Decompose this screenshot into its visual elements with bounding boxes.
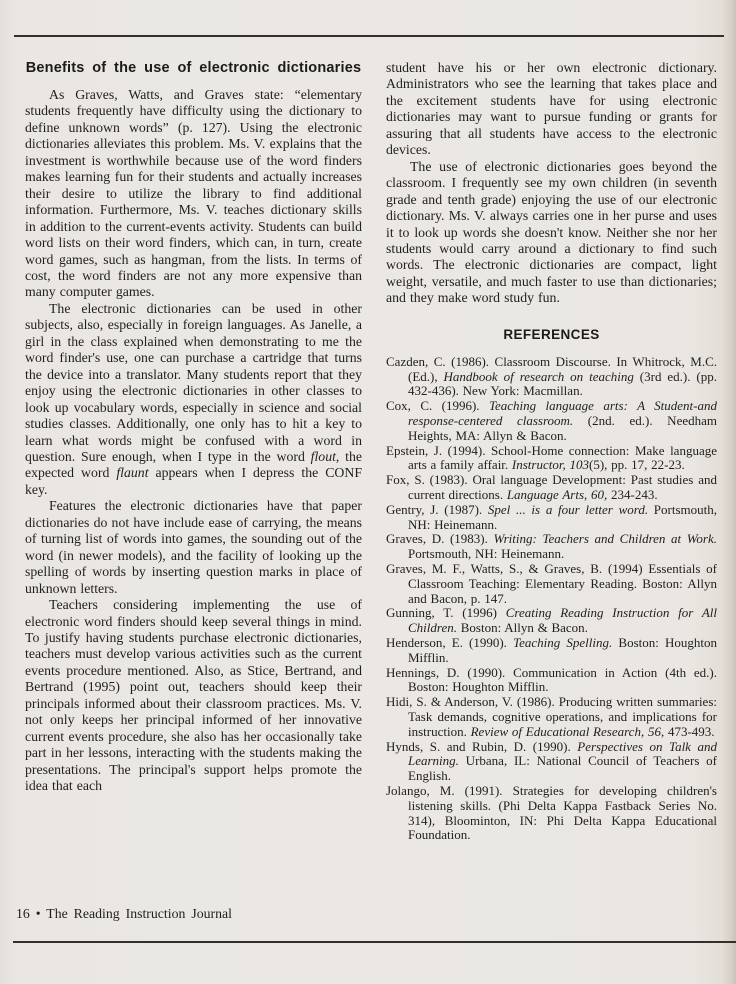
reference-entry: Fox, S. (1983). Oral language Development: Past studies and current directions. Language Arts, 60, 234-243. [386, 472, 717, 502]
references-heading: REFERENCES [503, 326, 600, 342]
reference-entry: Cox, C. (1996). Teaching language arts: A Student-and response-centered classroom. (2nd. ed.). Needham Heights, MA: Allyn & Bacon. [386, 398, 717, 443]
page-footer: 16 • The Reading Instruction Journal [16, 906, 232, 921]
left-column [25, 60, 362, 843]
body-paragraph: student have his or her own electronic dictionary. Administrators who see the learning that takes place and the excitement students have for using electronic dictionaries may want to pursue funding or grants for assuring that all students have access to the electronic devices. [386, 60, 717, 158]
reference-entry: Gunning, T. (1996) Creating Reading Instruction for All Children. Boston: Allyn & Bacon. [386, 605, 717, 636]
reference-entry: Jolango, M. (1991). Strategies for developing children's listening skills. (Phi Delta Kappa Fastback Series No. 314), Bloominton, IN: Phi Delta Kappa Educational Foundation. [386, 782, 717, 843]
reference-entry: Hidi, S. & Anderson, V. (1986). Producing written summaries: Task demands, cognitive operations, and implications for instruction. Review of Educational Research, 56, 473-493. [386, 694, 717, 739]
body-paragraph: The electronic dictionaries can be used in other subjects, also, especially in foreign languages. As Janelle, a girl in the class explained when demonstrating to me the word finder's use, one can purchase a cartridge that turns the device into a translator. Many students report that they enjoy using the electronic dictionaries in other classes to look up vocabulary words, especially in science and social studies classes. Additionally, one only has to hit a key to learn what words might be confused with a word in question. Sure enough, when I type in the word flout, the expected word flaunt appears when I depress the CONF key. [25, 300, 362, 497]
body-paragraph: Teachers considering implementing the use of electronic word finders should keep several things in mind. To justify having students purchase electronic dictionaries, teachers must develop various activities such as the current events procedure mentioned. Also, as Stice, Bertrand, and Bertrand (1995) point out, teachers should keep their principals informed about their classroom practices. Ms. V. not only keeps her principal informed of her innovative current events procedure, she also has her occasionally take part in her lessons, interacting with the students making the presentations. The principal's support helps promote the idea that each [25, 597, 362, 794]
body-paragraph: The use of electronic dictionaries goes beyond the classroom. I frequently see my own children (in seventh grade and tenth grade) enjoying the use of our electronic dictionary. Ms. V. always carries one in her purse and uses it to look up words she doesn't know. Neither she nor her students would carry around a dictionary to find such words. The electronic dictionaries are compact, light weight, versatile, and much faster to use than dictionaries; and they make word study fun. [386, 158, 717, 306]
top-rule [14, 35, 724, 37]
reference-entry: Epstein, J. (1994). School-Home connection: Make language arts a family affair. Instructor, 103(5), pp. 17, 22-23. [386, 442, 717, 473]
bottom-rule [13, 941, 736, 943]
reference-entry: Henderson, E. (1990). Teaching Spelling. Boston: Houghton Mifflin. [386, 634, 717, 665]
reference-entry: Hennings, D. (1990). Communication in Action (4th ed.). Boston: Houghton Mifflin. [386, 664, 717, 695]
reference-entry: Gentry, J. (1987). Spel ... is a four letter word. Portsmouth, NH: Heinemann. [386, 501, 717, 532]
section-heading: Benefits of the use of electronic dictionaries [25, 60, 362, 76]
body-paragraph: Features the electronic dictionaries have that paper dictionaries do not have include ease of carrying, the means of turning list of words into games, the sounding out of the word (in newer models), and the facility of looking up the spelling of words by inserting question marks in place of unknown letters. [25, 498, 362, 596]
reference-entry: Graves, M. F., Watts, S., & Graves, B. (1994) Essentials of Classroom Teaching: Elementary Reading. Boston: Allyn and Bacon, p. 147. [386, 560, 717, 606]
right-column-body [386, 60, 717, 307]
body-paragraph: As Graves, Watts, and Graves state: “elementary students frequently have difficulty using the dictionary to define unknown words” (p. 127). Using the electronic dictionaries alleviates this problem. Ms. V. explains that the investment is worthwhile because use of the word finders makes learning fun for their students and actually increases their desire to utilize the library to find additional information. Furthermore, Ms. V. teaches dictionary skills in addition to the current-events activity. Students can build word lists on their word finders, which can, in turn, create word games, such as hangman, from the lists. In terms of cost, the word finders are not any more expensive than many computer games. [25, 87, 362, 300]
left-column-body [25, 87, 362, 794]
reference-entry: Hynds, S. and Rubin, D. (1990). Perspectives on Talk and Learning. Urbana, IL: National Council of Teachers of English. [386, 738, 717, 784]
references-list [386, 355, 717, 843]
reference-entry: Cazden, C. (1986). Classroom Discourse. In Whitrock, M.C. (Ed.), Handbook of research on teaching (3rd ed.). (pp. 432-436). New York: Macmillan. [386, 353, 718, 399]
article-columns [25, 60, 717, 843]
right-column [386, 60, 717, 843]
reference-entry: Graves, D. (1983). Writing: Teachers and Children at Work. Portsmouth, NH: Heinemann. [386, 531, 717, 562]
